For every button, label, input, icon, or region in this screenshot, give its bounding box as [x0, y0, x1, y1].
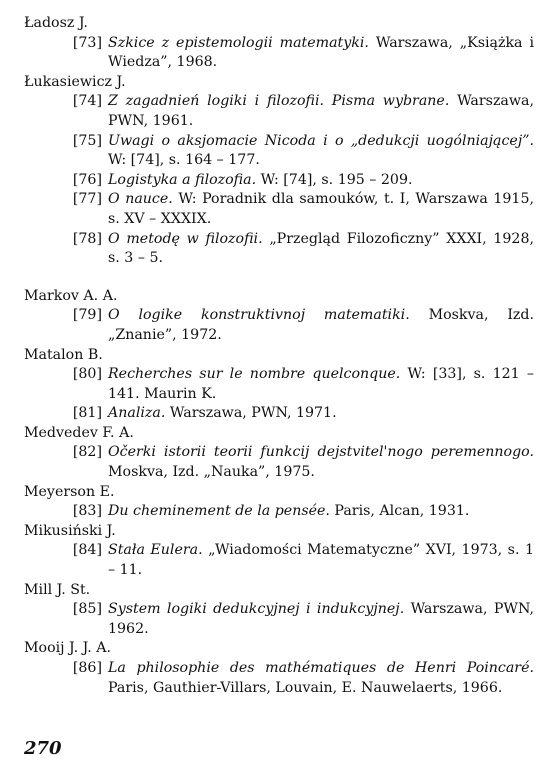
reference-details: „Przegląd Filozoficzny” XXXI, 1928, s. 3 – 5. [108, 230, 534, 267]
reference-details: Warszawa, PWN, 1971. [165, 405, 337, 422]
bibliography-list [24, 14, 534, 698]
reference-body [108, 92, 534, 131]
reference-title: Uwagi o aksjomacie Nicoda i o „dedukcji uogólniającej”. [108, 132, 534, 149]
reference-entry [24, 659, 534, 698]
reference-title: Du cheminement de la pensée. [108, 503, 330, 520]
reference-details: Paris, Alcan, 1931. [329, 503, 470, 520]
reference-details: W: [74], s. 195 – 209. [256, 171, 413, 188]
reference-entry [24, 34, 534, 73]
reference-title: Z zagadnień logiki i filozofii. Pisma wybrane. [108, 93, 450, 110]
reference-title: Analiza. [108, 405, 166, 422]
reference-number: [78] [72, 230, 102, 247]
reference-number: [82] [72, 444, 102, 461]
reference-body [108, 443, 534, 482]
author-name: Łukasiewicz J. [24, 73, 126, 90]
reference-body [108, 34, 534, 73]
reference-body [108, 190, 534, 229]
author-name: Mill J. St. [24, 581, 91, 598]
reference-title: O metodę w filozofii. [108, 230, 263, 247]
reference-number: [79] [72, 307, 102, 324]
reference-details: „Wiadomości Matematyczne” XVI, 1973, s. 1 – 11. [108, 542, 534, 579]
reference-number: [76] [72, 171, 102, 188]
author-name: Mikusiński J. [24, 522, 116, 539]
reference-entry [24, 600, 534, 639]
page-number: 270 [24, 738, 62, 759]
reference-number: [84] [72, 542, 102, 559]
reference-details: Warszawa, PWN, 1961. [108, 93, 534, 129]
reference-title: System logiki dedukcyjnej i indukcyjnej. [108, 601, 405, 618]
reference-entry [24, 443, 534, 482]
reference-details: Warszawa, PWN, 1962. [108, 601, 534, 637]
reference-title: Logistyka a filozofia. [108, 171, 257, 188]
reference-details: Moskva, Izd. „Nauka”, 1975. [108, 464, 315, 481]
reference-entry [24, 365, 534, 404]
reference-details: Warszawa, „Książka i Wiedza”, 1968. [108, 34, 534, 71]
reference-number: [86] [72, 660, 102, 676]
reference-body [108, 404, 534, 424]
reference-number: [80] [72, 366, 102, 383]
reference-number: [81] [72, 405, 102, 422]
author-name: Meyerson E. [24, 483, 115, 500]
reference-number: [77] [72, 191, 102, 208]
reference-number: [85] [72, 601, 102, 618]
author-name: Ładosz J. [24, 15, 88, 31]
reference-entry [24, 171, 534, 191]
reference-details: W: [33], s. 121 – 141. Maurin K. [108, 366, 534, 402]
reference-title: La philosophie des mathématiques de Henri Poincaré. [108, 660, 534, 676]
reference-number: [74] [72, 93, 102, 110]
reference-body [108, 659, 534, 698]
reference-body [108, 230, 534, 269]
reference-body [108, 502, 534, 522]
reference-body [108, 365, 534, 404]
reference-details: W: [74], s. 164 – 177. [108, 152, 260, 169]
reference-entry [24, 502, 534, 522]
reference-details: Moskva, Izd. „Znanie”, 1972. [108, 307, 534, 343]
reference-number: [75] [72, 132, 102, 149]
reference-title: Stała Eulera. [108, 542, 203, 559]
reference-body [108, 132, 534, 171]
reference-details: W: Poradnik dla samouków, t. I, Warszawa 1915, s. XV – XXXIX. [108, 191, 534, 227]
reference-details: Paris, Gauthier-Villars, Louvain, E. Nauwelaerts, 1966. [108, 679, 503, 696]
author-name: Markov A. A. [24, 287, 118, 304]
reference-entry [24, 230, 534, 269]
reference-body [108, 600, 534, 639]
reference-number: [83] [72, 503, 102, 520]
reference-entry [24, 190, 534, 229]
reference-title: O logike konstruktivnoj matematiki. [108, 307, 410, 324]
reference-entry [24, 541, 534, 580]
reference-entry [24, 306, 534, 345]
reference-body [108, 306, 534, 345]
section-gap [24, 269, 534, 287]
reference-body [108, 541, 534, 580]
reference-body [108, 171, 534, 191]
reference-title: Szkice z epistemologii matematyki. [108, 34, 369, 51]
reference-number: [73] [72, 34, 102, 51]
reference-title: O nauce. [108, 191, 173, 208]
author-name: Mooij J. J. A. [24, 640, 112, 657]
reference-title: Recherches sur le nombre quelconque. [108, 366, 401, 383]
reference-entry [24, 132, 534, 171]
reference-entry [24, 404, 534, 424]
reference-title: Očerki istorii teorii funkcij dejstvitel'nogo peremennogo. [108, 444, 534, 461]
author-name: Matalon B. [24, 346, 103, 363]
reference-entry [24, 92, 534, 131]
author-name: Medvedev F. A. [24, 424, 134, 441]
